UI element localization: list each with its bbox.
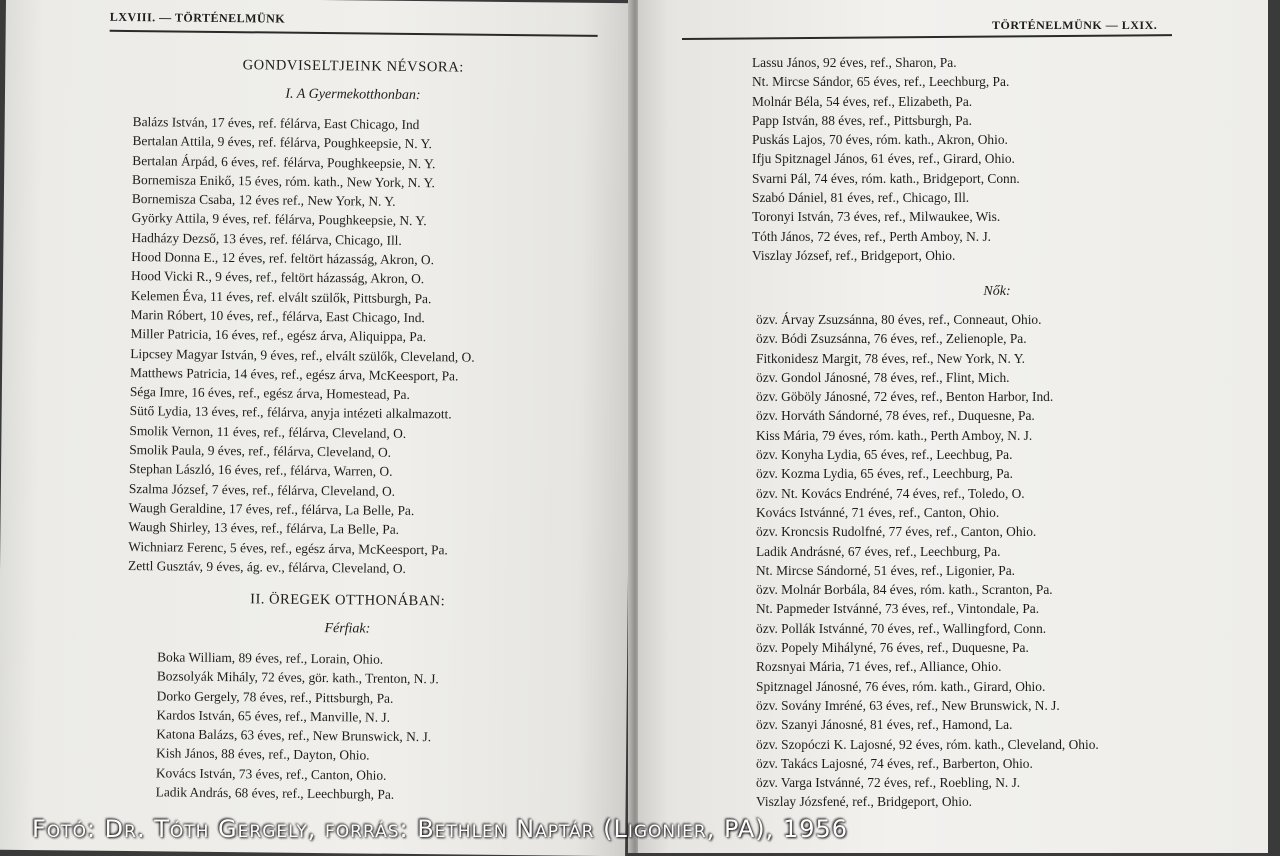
list-item: Stephan László, 16 éves, ref., félárva, Warren, O. [129, 461, 393, 480]
section-heading-elderly: II. ÖREGEK OTTHONÁBAN: [250, 591, 446, 610]
men-list-left [156, 647, 439, 804]
list-item: Sütő Lydia, 13 éves, ref., félárva, anyja intézeti alkalmazott. [129, 403, 452, 422]
list-item: Hood Donna E., 12 éves, ref. feltört házasság, Akron, O. [131, 249, 435, 268]
list-item: özv. Molnár Borbála, 84 éves, róm. kath., Scranton, Pa. [756, 582, 1053, 598]
list-item: Tóth János, 72 éves, ref., Perth Amboy, N. J. [752, 228, 992, 244]
list-item: özv. Sovány Imréné, 63 éves, ref., New Brunswick, N. J. [756, 697, 1060, 713]
list-item: Puskás Lajos, 70 éves, róm. kath., Akron, Ohio. [752, 132, 1008, 148]
list-item: Hadházy Dezső, 13 éves, ref. félárva, Chicago, Ill. [131, 229, 402, 248]
left-header-rule [110, 30, 598, 37]
list-item: Nt. Papmeder Istvánné, 73 éves, ref., Vintondale, Pa. [756, 601, 1040, 617]
list-item: Papp István, 88 éves, ref., Pittsburgh, Pa. [752, 112, 972, 128]
right-page [638, 0, 1268, 853]
list-item: Ladik Andrásné, 67 éves, ref., Leechburg, Pa. [756, 543, 1001, 559]
right-running-head: TÖRTÉNELMÜNK — LXIX. [992, 18, 1158, 32]
list-item: Toronyi István, 73 éves, ref., Milwaukee, Wis. [752, 209, 1001, 225]
list-item: Smolik Paula, 9 éves, ref., félárva, Cleveland, O. [129, 442, 392, 460]
list-item: Kish János, 88 éves, ref., Dayton, Ohio. [156, 745, 370, 764]
men-heading: Férfiak: [324, 621, 371, 637]
list-item: Miller Patricia, 16 éves, ref., egész árva, Aliquippa, Pa. [130, 326, 427, 345]
list-item: Waugh Shirley, 13 éves, ref., félárva, La Belle, Pa. [128, 519, 400, 538]
page-title: GONDVISELTJEINK NÉVSORA: [242, 57, 465, 76]
list-item: özv. Horváth Sándorné, 78 éves, ref., Duquesne, Pa. [756, 408, 1035, 424]
list-item: Boka William, 89 éves, ref., Lorain, Ohio. [157, 649, 384, 667]
women-list [756, 310, 1099, 812]
list-item: Zettl Gusztáv, 9 éves, ág. ev., félárva, Cleveland, O. [127, 557, 407, 576]
list-item: Matthews Patricia, 14 éves, ref., egész árva, McKeesport, Pa. [130, 364, 459, 384]
list-item: Ladik András, 68 éves, ref., Leechburgh, Pa. [155, 784, 395, 802]
list-item: Lipcsey Magyar István, 9 éves, ref., elvált szülők, Cleveland, O. [130, 345, 475, 365]
list-item: Kelemen Éva, 11 éves, ref. elvált szülők, Pittsburgh, Pa. [130, 287, 432, 306]
men-list-right [752, 53, 1020, 265]
list-item: Rozsnyai Mária, 71 éves, ref., Alliance, Ohio. [756, 659, 1002, 675]
list-item: özv. Gondol Jánosné, 78 éves, ref., Flint, Mich. [756, 369, 1010, 385]
list-item: Nt. Mircse Sándor, 65 éves, ref., Leechburg, Pa. [752, 74, 1010, 90]
list-item: özv. Popely Mihályné, 76 éves, ref., Duquesne, Pa. [756, 640, 1029, 656]
list-item: Kovács Istvánné, 71 éves, ref., Canton, Ohio. [756, 504, 1000, 520]
list-item: Bornemisza Enikő, 15 éves, róm. kath., New York, N. Y. [132, 171, 435, 191]
list-item: Katona Balázs, 63 éves, ref., New Brunswick, N. J. [156, 726, 432, 745]
list-item: özv. Szanyi Jánosné, 81 éves, ref., Hamond, La. [756, 717, 1013, 733]
list-item: Bornemisza Csaba, 12 éves ref., New York, N. Y. [131, 191, 396, 209]
list-item: Wichniarz Ferenc, 5 éves, ref., egész árva, McKeesport, Pa. [128, 538, 448, 557]
list-item: özv. Kozma Lydia, 65 éves, ref., Leechburg, Pa. [756, 466, 1013, 482]
list-item: Ifju Spitznagel János, 61 éves, ref., Girard, Ohio. [752, 151, 1015, 167]
list-item: Bertalan Attila, 9 éves, ref. félárva, Poughkeepsie, N. Y. [132, 133, 432, 152]
list-item: Nt. Mircse Sándorné, 51 éves, ref., Ligonier, Pa. [756, 562, 1016, 578]
right-header-rule [682, 34, 1172, 40]
list-item: Spitznagel Jánosné, 76 éves, róm. kath., Girard, Ohio. [756, 678, 1046, 694]
list-item: Séga Imre, 16 éves, ref., egész árva, Homestead, Pa. [129, 384, 410, 403]
list-item: Lassu János, 92 éves, ref., Sharon, Pa. [752, 55, 957, 70]
list-item: Kovács István, 73 éves, ref., Canton, Ohio. [155, 765, 387, 783]
list-item: Kiss Mária, 79 éves, róm. kath., Perth Amboy, N. J. [756, 427, 1033, 443]
list-item: Szalma József, 7 éves, ref., félárva, Cleveland, O. [128, 480, 396, 499]
section-heading-children: I. A Gyermekotthonban: [285, 86, 421, 104]
list-item: Kardos István, 65 éves, ref., Manville, N. J. [156, 707, 391, 725]
list-item: özv. Árvay Zsuzsánna, 80 éves, ref., Conneaut, Ohio. [756, 312, 1042, 327]
list-item: Fitkonidesz Margit, 78 éves, ref., New York, N. Y. [756, 350, 1026, 366]
list-item: özv. Szopóczi K. Lajosné, 92 éves, róm. kath., Cleveland, Ohio. [756, 736, 1099, 752]
list-item: Szabó Dániel, 81 éves, ref., Chicago, Ill. [752, 190, 970, 206]
list-item: özv. Takács Lajosné, 74 éves, ref., Barberton, Ohio. [756, 755, 1033, 771]
women-heading: Nők: [983, 284, 1011, 299]
children-list [128, 112, 477, 579]
list-item: Viszlay József, ref., Bridgeport, Ohio. [752, 247, 956, 263]
list-item: özv. Kroncsis Rudolfné, 77 éves, ref., Canton, Ohio. [756, 524, 1037, 540]
list-item: Molnár Béla, 54 éves, ref., Elizabeth, Pa. [752, 93, 973, 109]
list-item: Marin Róbert, 10 éves, ref., félárva, East Chicago, Ind. [130, 307, 425, 326]
list-item: Balázs István, 17 éves, ref. félárva, East Chicago, Ind [132, 114, 420, 133]
list-item: Dorko Gergely, 78 éves, ref., Pittsburgh, Pa. [156, 687, 394, 706]
left-running-head: LXVIII. — TÖRTÉNELMÜNK [109, 9, 286, 26]
list-item: özv. Bódi Zsuzsánna, 76 éves, ref., Zelienople, Pa. [756, 331, 1027, 347]
list-item: Hood Vicki R., 9 éves, ref., feltört házasság, Akron, O. [131, 268, 425, 287]
list-item: özv. Göböly Jánosné, 72 éves, ref., Benton Harbor, Ind. [756, 389, 1054, 405]
list-item: özv. Varga Istvánné, 72 éves, ref., Roebling, N. J. [756, 775, 1021, 791]
left-page [0, 0, 634, 856]
list-item: özv. Konyha Lydia, 65 éves, ref., Leechbug, Pa. [756, 447, 1013, 463]
list-item: özv. Nt. Kovács Endréné, 74 éves, ref., Toledo, O. [756, 485, 1025, 501]
list-item: Györky Attila, 9 éves, ref. félárva, Poughkeepsie, N. Y. [131, 210, 427, 229]
list-item: özv. Pollák Istvánné, 70 éves, ref., Wallingford, Conn. [756, 620, 1047, 636]
list-item: Bozsolyák Mihály, 72 éves, gör. kath., Trenton, N. J. [156, 668, 439, 687]
list-item: Viszlay Józsfené, ref., Bridgeport, Ohio. [756, 794, 972, 810]
list-item: Bertalan Árpád, 6 éves, ref. félárva, Poughkeepsie, N. Y. [132, 152, 436, 171]
list-item: Waugh Geraldine, 17 éves, ref., félárva, La Belle, Pa. [128, 499, 415, 518]
list-item: Svarni Pál, 74 éves, róm. kath., Bridgeport, Conn. [752, 170, 1020, 186]
photo-caption: Fotó: Dr. Tóth Gergely, forrás: Bethlen Naptár (Ligonier, PA), 1956 [32, 815, 849, 843]
list-item: Smolik Vernon, 11 éves, ref., félárva, Cleveland, O. [129, 422, 407, 441]
